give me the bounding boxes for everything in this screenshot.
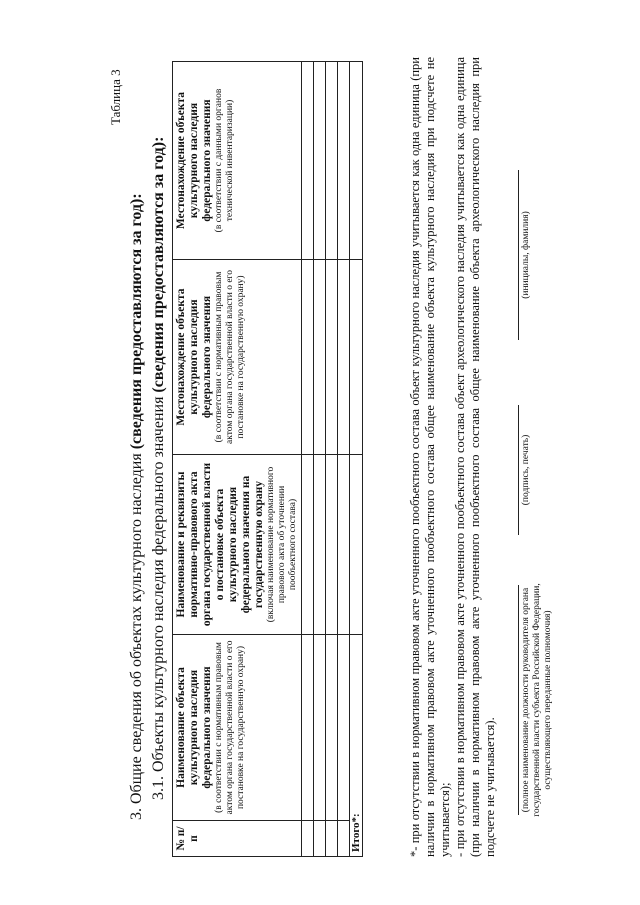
- signature-name-block: [518, 165, 531, 345]
- table-cell: [326, 635, 338, 821]
- table-row: [338, 62, 350, 857]
- table-header-row: [173, 62, 302, 857]
- signature-position-block: [518, 565, 554, 835]
- col-header-object-name: [173, 635, 302, 821]
- signature-sign-block: [518, 395, 531, 545]
- col-header-location-inventory: [173, 62, 302, 260]
- section-heading-3-1-period: (сведения предоставляются за год):: [150, 136, 167, 393]
- footnote-line-2: - при отсутствии в нормативном правовом акте уточненного пообъектного состава объект археологического наследия учитывается как одна единица (при наличии в нормативном правовом акте уточненного пообъектного состава общее наименование объекта археологического наследия при подсчете не учитывается).: [453, 57, 497, 857]
- signature-name-line: [518, 170, 519, 340]
- table-row: [326, 62, 338, 857]
- section-heading-3-1-text: 3.1. Объекты культурного наследия федерального значения: [150, 392, 167, 800]
- signature-position-line: [518, 585, 519, 815]
- table-cell: [338, 260, 350, 455]
- table-row: [314, 62, 326, 857]
- section-heading-3: [128, 193, 146, 820]
- table-cell: [338, 455, 350, 635]
- footnote-line-1: *- при отсутствии в нормативном правовом акте уточненного пообъектного состава объект культурного наследия учитывается как одна единица (при наличии в нормативном правовом акте уточненного пообъектного состава общее наименование объекта культурного наследия при подсчете не учитывается);: [408, 57, 452, 857]
- heritage-objects-table: [172, 61, 363, 857]
- col-header-number-title: № п/п: [175, 826, 200, 851]
- table-cell: [326, 260, 338, 455]
- table-cell: [326, 455, 338, 635]
- signature-sign-line: [518, 405, 519, 535]
- table-cell: [338, 62, 350, 260]
- col-header-location-act: [173, 260, 302, 455]
- signature-name-caption: (инициалы, фамилия): [521, 211, 531, 299]
- table-cell: [302, 260, 314, 455]
- table-cell: [338, 635, 350, 821]
- section-heading-3-1: [150, 137, 168, 800]
- table-cell: [350, 455, 363, 635]
- col-header-location-inventory-note: (в соответствии с данными органов технической инвентаризации): [214, 88, 235, 233]
- col-header-location-act-note: (в соответствии с нормативным правовым актом органа государственной власти о его постановке на государственную охрану): [214, 270, 246, 444]
- table-cell: [326, 821, 338, 857]
- col-header-legal-act: [173, 455, 302, 635]
- table-cell: [326, 62, 338, 260]
- col-header-location-act-title: Местонахождение объекта культурного наследия федерального значения: [175, 288, 213, 426]
- table-cell: [314, 821, 326, 857]
- col-header-object-name-title: Наименование объекта культурного наследия федерального значения: [175, 666, 213, 789]
- section-heading-3-period: (сведения предоставляются за год):: [128, 193, 145, 450]
- col-header-location-inventory-title: Местонахождение объекта культурного наследия федерального значения: [175, 91, 213, 230]
- section-heading-3-text: 3. Общие сведения об объектах культурного наследия: [128, 449, 145, 820]
- table-cell: [350, 62, 363, 260]
- col-header-number: [173, 821, 302, 857]
- footnotes: [408, 57, 498, 857]
- table-total-label: Итого*:: [350, 635, 363, 857]
- table-cell: [302, 455, 314, 635]
- signature-sign-caption: (подпись, печать): [521, 434, 531, 506]
- table-cell: [314, 635, 326, 821]
- table-total-row: [350, 62, 363, 857]
- table-cell: [302, 821, 314, 857]
- table-row: [302, 62, 314, 857]
- table-number-label: Таблица 3: [108, 69, 123, 125]
- table-cell: [314, 455, 326, 635]
- col-header-object-name-note: (в соответствии с нормативным правовым актом органа государственной власти о его постановке на государственную охрану): [214, 640, 246, 815]
- col-header-legal-act-note: (включая наименование нормативного правового акта об уточнении пообъектного состава): [266, 466, 298, 623]
- table-cell: [338, 821, 350, 857]
- signature-position-caption: (полное наименование должности руководителя органа государственной власти субъекта Российской Федерации, осуществляющего переданные полномочия): [521, 583, 553, 817]
- table-cell: [314, 260, 326, 455]
- table-cell: [302, 62, 314, 260]
- table-cell: [350, 260, 363, 455]
- table-cell: [314, 62, 326, 260]
- table-cell: [302, 635, 314, 821]
- col-header-legal-act-title: Наименование и реквизиты нормативно-правового акта органа государственной власти о постановке объекта культурного наследия федерального значения на государственную охрану: [175, 462, 265, 627]
